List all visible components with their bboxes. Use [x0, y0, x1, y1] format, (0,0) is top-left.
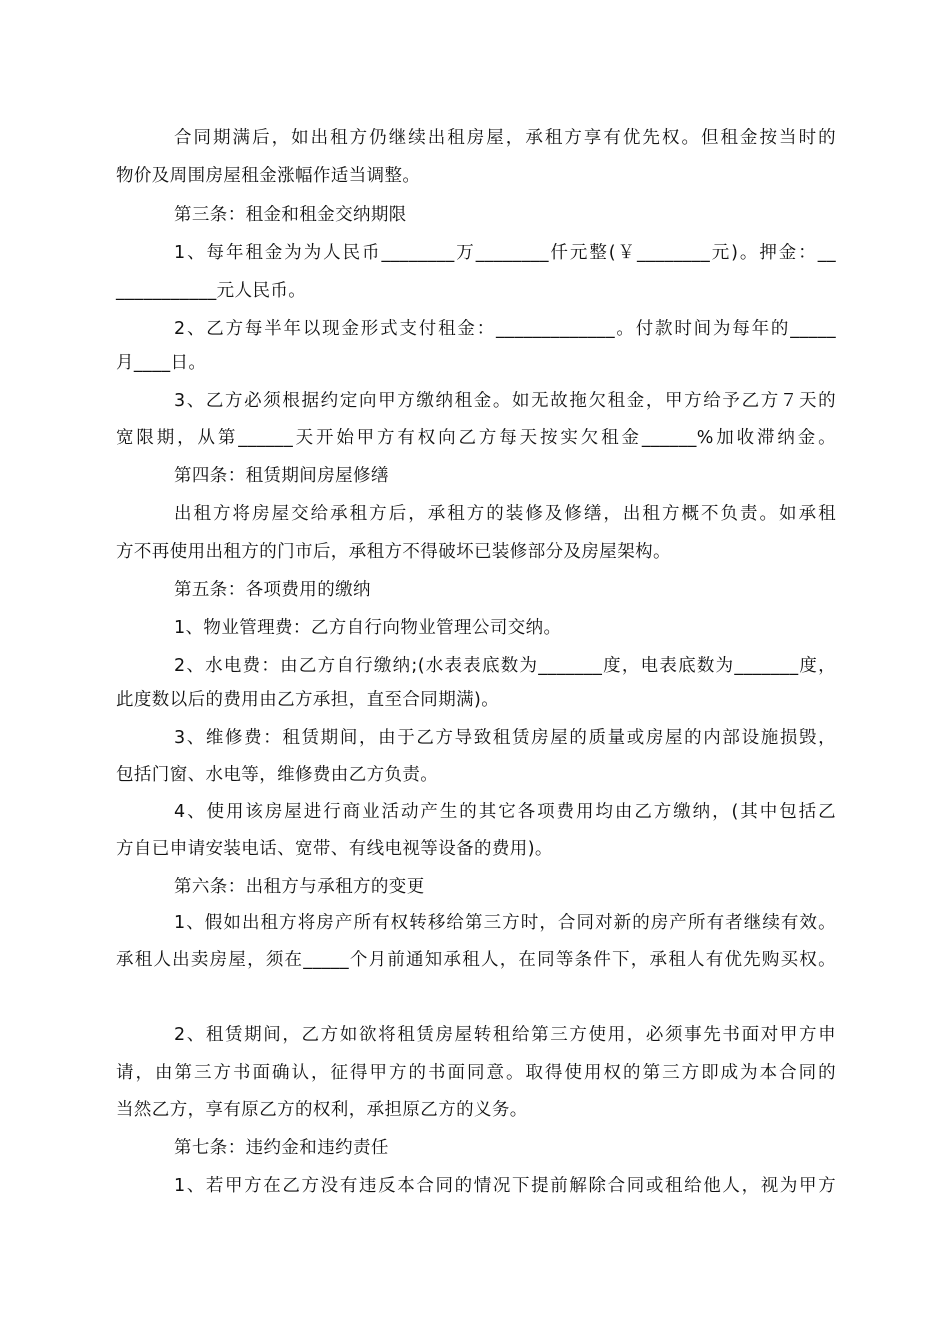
- paragraph-line: 1、假如出租方将房产所有权转移给第三方时，合同对新的房产所有者继续有效。: [174, 913, 836, 933]
- section-heading: 第五条：各项费用的缴纳: [174, 580, 371, 600]
- section-heading: 第六条：出租方与承租方的变更: [174, 877, 425, 897]
- paragraph-line: 宽限期，从第______天开始甲方有权向乙方每天按实欠租金______%加收滞纳金。: [116, 428, 836, 448]
- section-heading: 第四条：租赁期间房屋修缮: [174, 466, 389, 486]
- paragraph-line: 此度数以后的费用由乙方承担，直至合同期满)。: [116, 690, 500, 710]
- section-heading: 第七条：违约金和违约责任: [174, 1138, 389, 1158]
- paragraph-line: 2、租赁期间，乙方如欲将租赁房屋转租给第三方使用，必须事先书面对甲方申: [174, 1025, 836, 1045]
- paragraph-line: 3、乙方必须根据约定向甲方缴纳租金。如无故拖欠租金，甲方给予乙方７天的: [174, 391, 836, 411]
- paragraph-line: 1、每年租金为为人民币________万________仟元整(￥________元)。押金：__: [174, 243, 836, 263]
- paragraph-line: 承租人出卖房屋，须在_____个月前通知承租人，在同等条件下，承租人有优先购买权。: [116, 950, 836, 970]
- paragraph-line: ___________元人民币。: [116, 281, 307, 301]
- paragraph-line: 合同期满后，如出租方仍继续出租房屋，承租方享有优先权。但租金按当时的: [174, 128, 836, 148]
- paragraph-line: 方自已申请安装电话、宽带、有线电视等设备的费用)。: [116, 839, 553, 859]
- paragraph-line: 物价及周围房屋租金涨幅作适当调整。: [116, 166, 421, 186]
- section-heading: 第三条：租金和租金交纳期限: [174, 205, 407, 225]
- paragraph-line: 3、维修费：租赁期间，由于乙方导致租赁房屋的质量或房屋的内部设施损毁，: [174, 728, 836, 748]
- paragraph-line: 1、物业管理费：乙方自行向物业管理公司交纳。: [174, 618, 562, 638]
- paragraph-line: 4、使用该房屋进行商业活动产生的其它各项费用均由乙方缴纳，(其中包括乙: [174, 802, 836, 822]
- paragraph-line: 出租方将房屋交给承租方后，承租方的装修及修缮，出租方概不负责。如承租: [174, 504, 836, 524]
- paragraph-line: 方不再使用出租方的门市后，承租方不得破坏已装修部分及房屋架构。: [116, 542, 671, 562]
- paragraph-line: 2、乙方每半年以现金形式支付租金：_____________。付款时间为每年的_____: [174, 319, 836, 339]
- paragraph-line: 1、若甲方在乙方没有违反本合同的情况下提前解除合同或租给他人，视为甲方: [174, 1176, 836, 1196]
- paragraph-line: 2、水电费：由乙方自行缴纳;(水表表底数为_______度，电表底数为_______度，: [174, 656, 836, 676]
- paragraph-line: 月____日。: [116, 353, 207, 373]
- paragraph-line: 当然乙方，享有原乙方的权利，承担原乙方的义务。: [116, 1100, 528, 1120]
- paragraph-line: 包括门窗、水电等，维修费由乙方负责。: [116, 765, 439, 785]
- paragraph-line: 请，由第三方书面确认，征得甲方的书面同意。取得使用权的第三方即成为本合同的: [116, 1063, 836, 1083]
